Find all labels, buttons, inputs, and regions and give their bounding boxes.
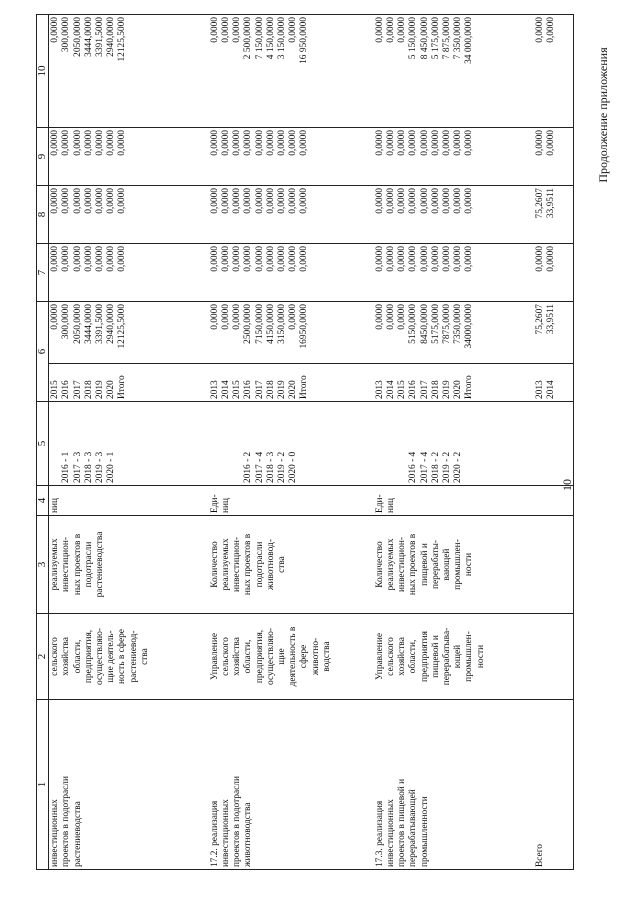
unit-cell: [534, 486, 574, 516]
funding-cell: 0,0000 0,0000: [534, 244, 574, 302]
total-funding-cell: 0,0000 300,0000 2050,0000 3444,0000 3391,5000 2940,0000 12125,5000: [49, 302, 209, 364]
table-row: [209, 15, 374, 870]
funding-cell: 0,0000 0,0000 0,0000 0,0000 0,0000 0,0000 0,0000 0,0000 0,0000: [374, 244, 534, 302]
unit-cell: Еди- ниц: [209, 486, 374, 516]
funding-cell: 0,0000 0,0000 0,0000 0,0000 0,0000 0,0000 0,0000 0,0000 0,0000: [374, 186, 534, 244]
total-funding-cell: 0,0000 0,0000 0,0000 2500,0000 7150,0000 4150,0000 3150,0000 0,0000 16950,0000: [209, 302, 374, 364]
years-cell: 2015 2016 2017 2018 2019 2020 Итого: [49, 364, 209, 402]
funding-cell: 0,0000 0,0000 0,0000 0,0000 0,0000 0,0000 0,0000 0,0000 0,0000: [209, 128, 374, 186]
funding-cell: 0,0000 0,0000 0,0000 0,0000 0,0000 0,0000 0,0000: [49, 186, 209, 244]
executor-cell: [534, 614, 574, 700]
page-number: 10: [560, 479, 574, 491]
indicator-cell: реализуемых инвестицион- ных проектов в подотрасли растениеводства: [49, 516, 209, 614]
funding-cell: 75,2607 33,9511: [534, 186, 574, 244]
total-funding-cell: 75,2607 33,9511: [534, 302, 574, 364]
target-values-cell: 2016 - 1 2017 - 3 2018 - 3 2019 - 3 2020 - 1: [49, 402, 209, 486]
funding-cell: 0,0000 0,0000 0,0000 0,0000 0,0000 0,0000 0,0000 0,0000 0,0000: [374, 128, 534, 186]
header-cell: 3: [37, 516, 49, 614]
years-cell: 2013 2014 2015 2016 2017 2018 2019 2020 Итого: [209, 364, 374, 402]
funding-cell: 0,0000 0,0000 0,0000 0,0000 0,0000 0,0000 0,0000 0,0000 0,0000: [209, 244, 374, 302]
table-row: [374, 15, 534, 870]
header-row: [37, 15, 49, 870]
funding-cell: 0,0000 0,0000 0,0000 0,0000 0,0000 0,0000 0,0000: [49, 244, 209, 302]
header-cell: 9: [37, 128, 49, 186]
executor-cell: Управление сельского хозяйства области, предприятия пищевой и перерабатыва- ющей промышлен- ности: [374, 614, 534, 700]
header-cell: 10: [37, 15, 49, 128]
target-values-cell: 2016 - 4 2017 - 4 2018 - 2 2019 - 2 2020 - 2: [374, 402, 534, 486]
funding-cell: 0,0000 0,0000 0,0000 5 150,0000 8 450,0000 5 175,0000 7 875,0000 7 350,0000 34 000,0000: [374, 15, 534, 128]
header-cell: 5: [37, 402, 49, 486]
funding-cell: 0,0000 300,0000 2050,0000 3444,0000 3391,5000 2940,0000 12125,5000: [49, 15, 209, 128]
years-cell: 2013 2014 2015 2016 2017 2018 2019 2020 Итого: [374, 364, 534, 402]
table-row-total: [534, 15, 574, 870]
target-values-cell: [534, 402, 574, 486]
measure-name-cell: 17.2. реализация инвестиционных проектов в подотрасли животноводства: [209, 700, 374, 870]
unit-cell: ниц: [49, 486, 209, 516]
years-cell: 2013 2014: [534, 364, 574, 402]
executor-cell: сельского хозяйства области, предприятия, осуществляю- щие деятель- ность в сфере растениевод- ства: [49, 614, 209, 700]
executor-cell: Управление сельского хозяйства области, предприятия, осуществляю- щие деятельность в сфере животно- водства: [209, 614, 374, 700]
page-caption: Продолжение приложения: [596, 47, 610, 183]
funding-cell: 0,0000 0,0000: [534, 15, 574, 128]
funding-cell: 0,0000 0,0000 0,0000 0,0000 0,0000 0,0000 0,0000: [49, 128, 209, 186]
funding-cell: 0,0000 0,0000 0,0000 0,0000 0,0000 0,0000 0,0000 0,0000 0,0000: [209, 186, 374, 244]
indicator-cell: Количество реализуемых инвестицион- ных проектов в пищевой и перерабаты- вающей промышлен- ности: [374, 516, 534, 614]
unit-cell: Еди- ниц: [374, 486, 534, 516]
header-cell: 8: [37, 186, 49, 244]
measure-name-cell: инвестиционных проектов в подотрасли растениеводства: [49, 700, 209, 870]
funding-cell: 0,0000 0,0000: [534, 128, 574, 186]
header-cell: 1: [37, 700, 49, 870]
table-row: [49, 15, 209, 870]
indicator-cell: [534, 516, 574, 614]
indicator-cell: Количество реализуемых инвестицион- ных проектов в подотрасли животновод- ства: [209, 516, 374, 614]
header-cell: 7: [37, 244, 49, 302]
total-funding-cell: 0,0000 0,0000 0,0000 5150,0000 8450,0000 5175,0000 7875,0000 7350,0000 34000,0000: [374, 302, 534, 364]
funding-cell: 0,0000 0,0000 0,0000 2 500,0000 7 150,0000 4 150,0000 3 150,0000 0,0000 16 950,0000: [209, 15, 374, 128]
measure-name-cell: Всего: [534, 700, 574, 870]
target-values-cell: 2016 - 2 2017 - 4 2018 - 3 2019 - 2 2020 - 0: [209, 402, 374, 486]
header-cell: 2: [37, 614, 49, 700]
measure-name-cell: 17.3. реализация инвестиционных проектов в пищевой и перерабатывающей промышленности: [374, 700, 534, 870]
header-cell: 4: [37, 486, 49, 516]
program-table: [36, 14, 574, 870]
header-cell: 6: [37, 302, 49, 402]
